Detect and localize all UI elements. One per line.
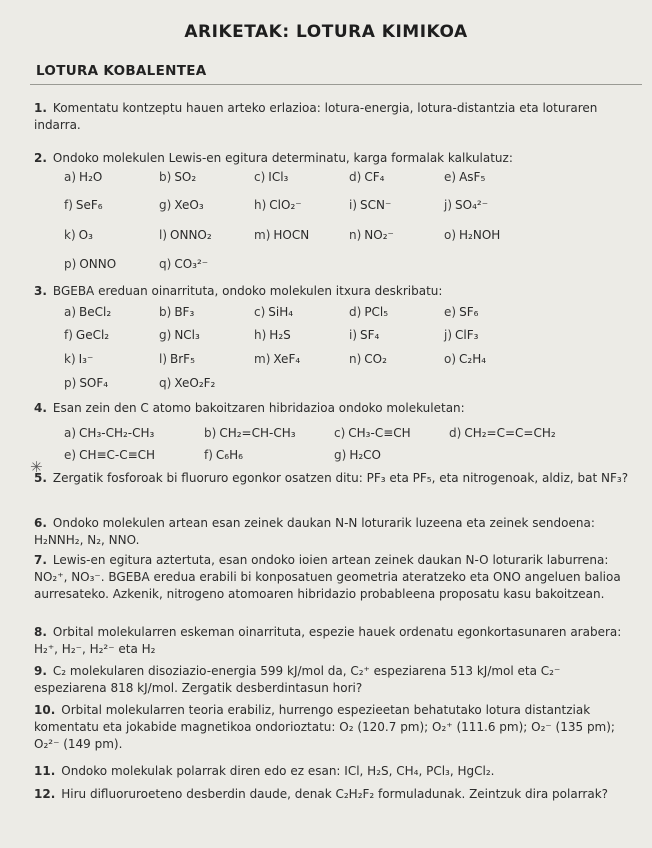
- question-text: BGEBA ereduan oinarrituta, ondoko molekulen itxura deskribatu:: [52, 284, 443, 298]
- formula-item: o) C₂H₄: [444, 352, 487, 366]
- formula-item: m) XeF₄: [254, 352, 301, 366]
- formula-item: g) XeO₃: [159, 198, 204, 212]
- formula-item: a) BeCl₂: [64, 305, 112, 319]
- q2-row: [64, 255, 644, 273]
- q4-row: [64, 424, 644, 442]
- star-mark-icon: ✳: [30, 458, 43, 476]
- formula-item: o) H₂NOH: [444, 228, 501, 242]
- formula-item: d) CH₂=C=C=CH₂: [449, 426, 556, 440]
- formula-item: n) NO₂⁻: [349, 228, 394, 242]
- q3-row: [64, 326, 644, 344]
- formula-item: h) ClO₂⁻: [254, 198, 302, 212]
- question-12: [34, 786, 632, 803]
- formula-item: k) I₃⁻: [64, 352, 94, 366]
- formula-item: q) CO₃²⁻: [159, 257, 209, 271]
- formula-item: q) XeO₂F₂: [159, 376, 216, 390]
- question-text: Orbital molekularren eskeman oinarrituta, espezie hauek ordenatu egonkortasunaren arabera: H₂⁺, H₂⁻, H₂²⁻ eta H₂: [34, 625, 622, 656]
- formula-item: m) HOCN: [254, 228, 310, 242]
- question-7: [34, 552, 632, 603]
- formula-item: c) SiH₄: [254, 305, 294, 319]
- question-10: [34, 702, 632, 753]
- question-number: 12.: [34, 787, 56, 801]
- question-text: Ondoko molekulen Lewis-en egitura determinatu, karga formalak kalkulatuz:: [52, 151, 513, 165]
- question-3: [34, 283, 632, 300]
- q3-row: [64, 350, 644, 368]
- question-number: 10.: [34, 703, 56, 717]
- question-number: 5.: [34, 471, 47, 485]
- formula-item: a) CH₃-CH₂-CH₃: [64, 426, 155, 440]
- question-text: Ondoko molekulak polarrak diren edo ez esan: ICl, H₂S, CH₄, PCl₃, HgCl₂.: [61, 764, 495, 778]
- question-number: 1.: [34, 101, 47, 115]
- question-number: 8.: [34, 625, 47, 639]
- question-text: Esan zein den C atomo bakoitzaren hibridazioa ondoko molekuletan:: [52, 401, 465, 415]
- question-6: [34, 515, 632, 549]
- formula-item: p) ONNO: [64, 257, 117, 271]
- question-text: Hiru difluoruroeteno desberdin daude, denak C₂H₂F₂ formuladunak. Zeintzuk dira polarrak?: [61, 787, 609, 801]
- formula-item: e) AsF₅: [444, 170, 486, 184]
- question-number: 4.: [34, 401, 47, 415]
- question-number: 6.: [34, 516, 47, 530]
- question-9: [34, 663, 632, 697]
- question-text: Komentatu kontzeptu hauen arteko erlazioa: lotura-energia, lotura-distantzia eta loturaren indarra.: [34, 101, 598, 132]
- q4-row: [64, 446, 644, 464]
- formula-item: c) ICl₃: [254, 170, 289, 184]
- formula-item: k) O₃: [64, 228, 93, 242]
- question-text: Lewis-en egitura aztertuta, esan ondoko ioien artean zeinek daukan N-O loturarik laburrena: NO₂⁺, NO₃⁻. BGEBA eredua erabili bi konposatuen geometria ateratzeko eta ONO angeluen balioa aurresateko. Azkenik, nitrogeno atomoaren hibridazio probableena proposatu kasu bakoitzean.: [34, 553, 621, 601]
- question-number: 3.: [34, 284, 47, 298]
- formula-item: b) SO₂: [159, 170, 197, 184]
- formula-item: e) SF₆: [444, 305, 479, 319]
- question-number: 2.: [34, 151, 47, 165]
- formula-item: h) H₂S: [254, 328, 291, 342]
- formula-item: d) CF₄: [349, 170, 385, 184]
- question-11: [34, 763, 632, 780]
- question-5: [34, 470, 632, 487]
- question-8: [34, 624, 632, 658]
- formula-item: i) SF₄: [349, 328, 380, 342]
- formula-item: g) NCl₃: [159, 328, 200, 342]
- formula-item: j) SO₄²⁻: [444, 198, 489, 212]
- section-title: LOTURA KOBALENTEA: [36, 63, 207, 79]
- formula-item: c) CH₃-C≡CH: [334, 426, 411, 440]
- formula-item: a) H₂O: [64, 170, 103, 184]
- formula-item: p) SOF₄: [64, 376, 109, 390]
- question-text: Orbital molekularren teoria erabiliz, hurrengo espezieetan behatutako lotura distantziak komentatu eta jokabide magnetikoa ondorioztatu: O₂ (120.7 pm); O₂⁺ (111.6 pm); O₂⁻ (135 pm); O₂²⁻ (149 pm).: [34, 703, 615, 751]
- formula-item: e) CH≡C-C≡CH: [64, 448, 156, 462]
- formula-item: l) ONNO₂: [159, 228, 212, 242]
- formula-item: j) ClF₃: [444, 328, 479, 342]
- q3-row: [64, 374, 644, 392]
- question-4: [34, 400, 632, 417]
- formula-item: f) C₆H₆: [204, 448, 243, 462]
- formula-item: i) SCN⁻: [349, 198, 392, 212]
- question-text: Ondoko molekulen artean esan zeinek daukan N-N loturarik luzeena eta zeinek sendoena: H₂NNH₂, N₂, NNO.: [34, 516, 595, 547]
- question-text: Zergatik fosforoak bi fluoruro egonkor osatzen ditu: PF₃ eta PF₅, eta nitrogenoak, aldiz, bat NF₃?: [52, 471, 629, 485]
- formula-item: d) PCl₅: [349, 305, 389, 319]
- formula-item: l) BrF₅: [159, 352, 195, 366]
- question-2: [34, 150, 632, 167]
- page-title: ARIKETAK: LOTURA KIMIKOA: [184, 22, 468, 42]
- question-number: 9.: [34, 664, 47, 678]
- formula-item: b) BF₃: [159, 305, 195, 319]
- question-text: C₂ molekularen disoziazio-energia 599 kJ/mol da, C₂⁺ espeziarena 513 kJ/mol eta C₂⁻ espeziarena 818 kJ/mol. Zergatik desberdintasun hori?: [34, 664, 561, 695]
- question-1: [34, 100, 632, 134]
- formula-item: b) CH₂=CH-CH₃: [204, 426, 296, 440]
- formula-item: f) SeF₆: [64, 198, 103, 212]
- q2-row: [64, 196, 644, 214]
- question-number: 7.: [34, 553, 47, 567]
- question-number: 11.: [34, 764, 56, 778]
- formula-item: g) H₂CO: [334, 448, 381, 462]
- section-divider: [30, 84, 642, 85]
- formula-item: n) CO₂: [349, 352, 387, 366]
- q2-row: [64, 168, 644, 186]
- formula-item: f) GeCl₂: [64, 328, 110, 342]
- q2-row: [64, 226, 644, 244]
- q3-row: [64, 303, 644, 321]
